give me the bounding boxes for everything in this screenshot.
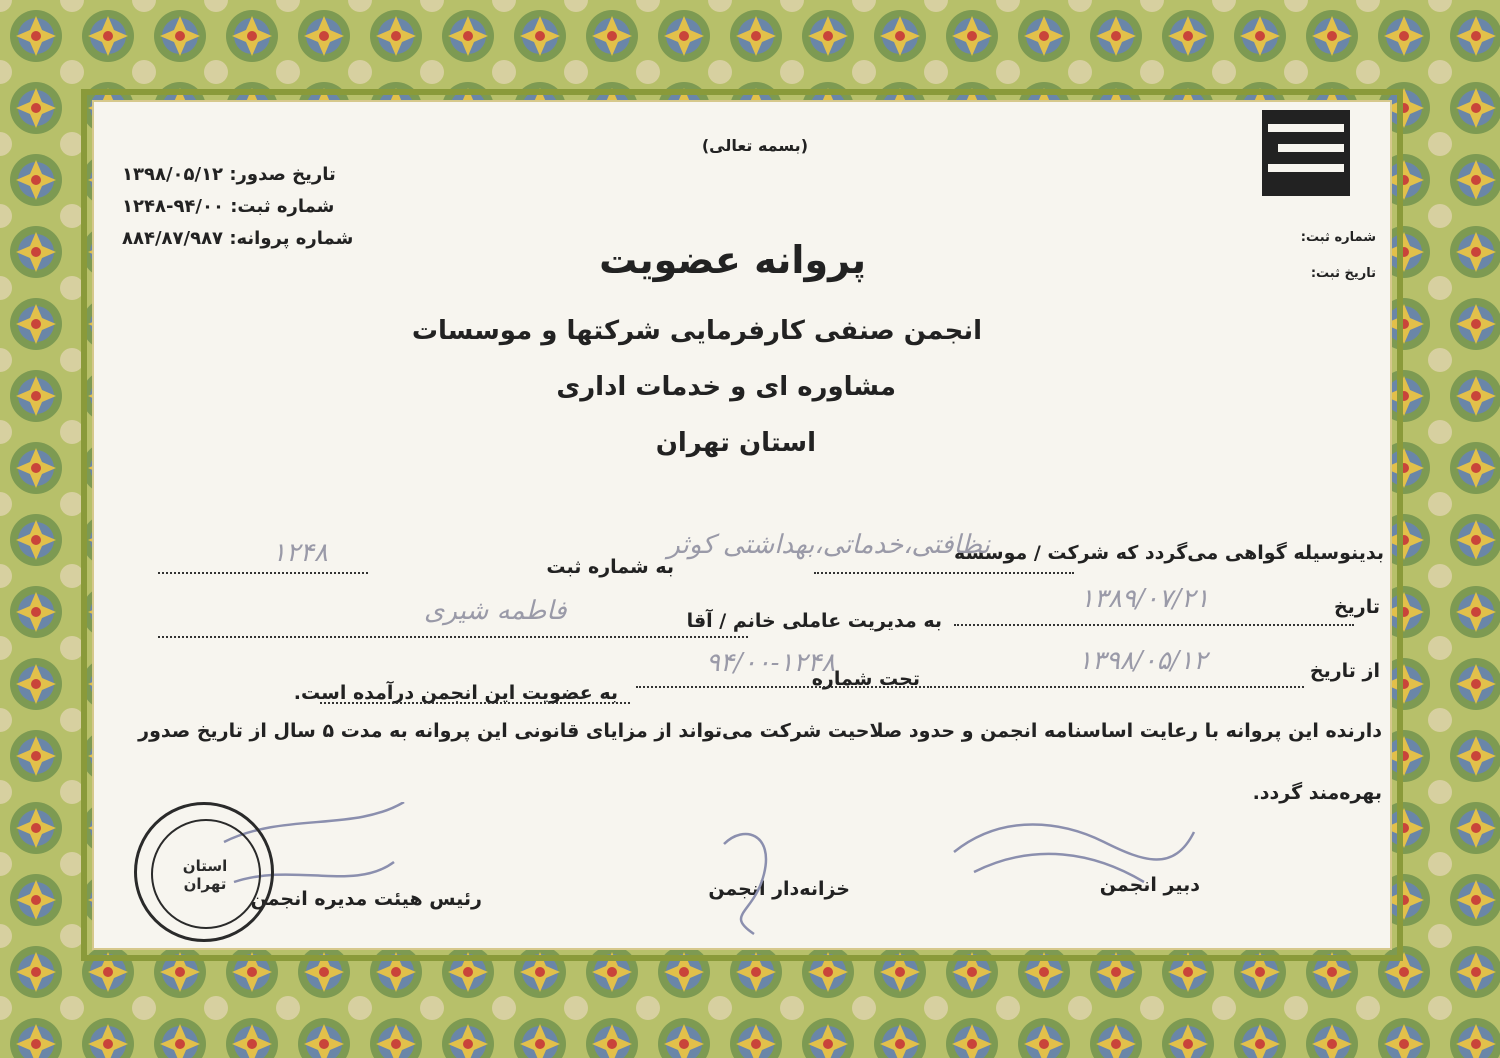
chairman-signature-label: رئیس هیئت مدیره انجمن	[250, 888, 482, 910]
certificate-title: پروانه عضویت	[599, 238, 866, 282]
body-line1-regnum-label: به شماره ثبت	[546, 556, 674, 578]
reg-number-dots	[158, 572, 368, 574]
handwritten-manager-name: فاطمه شیری	[424, 596, 567, 626]
treasurer-signature	[704, 824, 804, 944]
handwritten-member-number: ۹۴/۰۰-۱۲۴۸	[706, 648, 836, 678]
invocation-text: (بسمه تعالی)	[701, 136, 808, 155]
handwritten-reg-date: ۱۳۸۹/۰۷/۲۱	[1080, 584, 1210, 614]
handwritten-company-name: نظافتی،خدماتی،بهداشتی کوثر	[667, 530, 990, 560]
secretary-signature	[944, 802, 1204, 912]
reg-date-dots	[954, 624, 1354, 626]
body-paragraph-line2: بهره‌مند گردد.	[1252, 782, 1382, 804]
body-line3-number-label: تحت شماره	[811, 668, 920, 690]
right-reg-date-label: تاریخ ثبت:	[1310, 266, 1376, 281]
body-line3-suffix: به عضویت این انجمن درآمده است.	[293, 682, 618, 704]
subtitle-line-2: مشاوره ای و خدمات اداری	[556, 372, 896, 402]
member-number-dots	[636, 686, 932, 688]
left-reg-number: شماره ثبت: ۹۴/۰۰-۱۲۴۸	[122, 196, 335, 217]
association-logo	[1262, 110, 1350, 196]
member-suffix-dots	[320, 702, 630, 704]
handwritten-reg-number: ۱۲۴۸	[272, 538, 328, 568]
license-number: شماره پروانه: ۸۸۴/۸۷/۹۸۷	[122, 228, 354, 249]
member-since-dots	[934, 686, 1304, 688]
treasurer-signature-label: خزانه‌دار انجمن	[708, 878, 850, 900]
body-line1-prefix: بدینوسیله گواهی می‌گردد که شرکت / موسسه	[954, 542, 1384, 564]
body-line2-date-label: تاریخ	[1333, 596, 1380, 618]
manager-name-dots	[158, 636, 748, 638]
handwritten-member-since: ۱۳۹۸/۰۵/۱۲	[1078, 646, 1208, 676]
subtitle-line-3: استان تهران	[655, 428, 816, 458]
certificate-paper	[92, 100, 1392, 950]
official-stamp	[134, 802, 274, 942]
company-name-dots	[814, 572, 1074, 574]
body-paragraph-line1: دارنده این پروانه با رعایت اساسنامه انجمن و حدود صلاحیت شرکت می‌تواند از مزایای قانونی این پروانه به مدت ۵ سال از تاریخ صدور	[138, 720, 1382, 742]
body-line3-from-label: از تاریخ	[1309, 660, 1380, 682]
secretary-signature-label: دبیر انجمن	[1099, 874, 1200, 896]
subtitle-line-1: انجمن صنفی کارفرمایی شرکتها و موسسات	[411, 316, 982, 346]
body-line2-manager-label: به مدیریت عاملی خانم / آقا	[686, 610, 942, 632]
issue-date: تاریخ صدور: ۱۳۹۸/۰۵/۱۲	[122, 164, 336, 185]
stamp-center-text: استان تهران	[182, 857, 228, 893]
right-reg-number-label: شماره ثبت:	[1300, 230, 1376, 245]
